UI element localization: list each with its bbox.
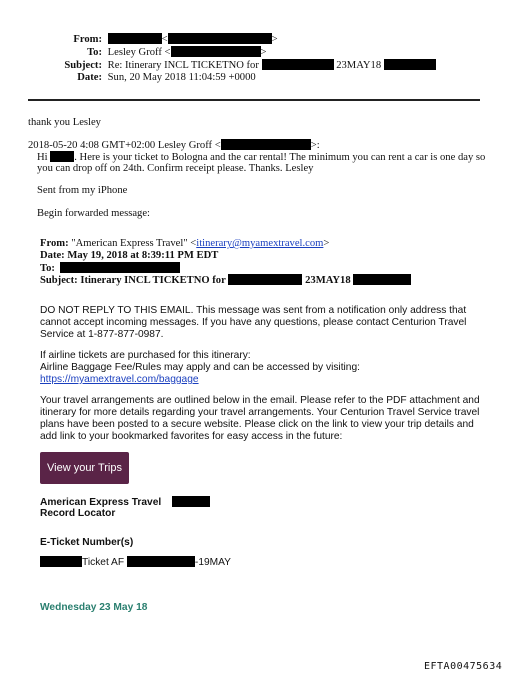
itinerary-day-heading: Wednesday 23 May 18	[40, 602, 148, 613]
header-from-label: From:	[73, 34, 102, 45]
header-subject-label: Subject:	[64, 60, 102, 71]
quote-greeting: Hi	[37, 152, 48, 163]
document-id: EFTA00475634	[424, 661, 503, 672]
fwd-subject-value: Itinerary INCL TICKETNO for	[80, 275, 226, 286]
baggage-link[interactable]: https://myamextravel.com/baggage	[40, 374, 199, 385]
notice-line-3: Service at 1-877-877-0987.	[40, 329, 164, 340]
header-subject-date: 23MAY18	[336, 60, 382, 71]
redacted-block	[60, 262, 180, 273]
fwd-from-row	[40, 238, 329, 250]
header-subject-row	[28, 59, 436, 72]
redacted-block	[384, 59, 436, 70]
ticket-label: Ticket AF	[82, 557, 125, 568]
fwd-subject-date: 23MAY18	[305, 275, 351, 286]
fwd-date-label: Date:	[40, 250, 65, 261]
redacted-block	[171, 46, 261, 57]
notice-line-1: DO NOT REPLY TO THIS EMAIL. This message was sent from a notification only address that	[40, 305, 467, 316]
fwd-subject-row	[40, 274, 411, 287]
fwd-subject-label: Subject:	[40, 275, 78, 286]
redacted-block	[353, 274, 411, 285]
header-from-bracket: <	[161, 34, 168, 45]
arrangements-line-1: Your travel arrangements are outlined below in the email. Please refer to the PDF attachment and	[40, 395, 480, 406]
fwd-date-row	[40, 250, 218, 262]
header-date-label: Date:	[77, 72, 102, 83]
record-company: American Express Travel	[40, 497, 162, 508]
header-to-value: Lesley Groff <	[107, 47, 171, 58]
begin-forwarded: Begin forwarded message:	[37, 208, 150, 219]
fwd-from-value: "American Express Travel" <	[71, 238, 197, 249]
notice-line-2: cannot accept incoming messages. If you have any questions, please contact Centurion Travel	[40, 317, 467, 328]
header-subject-value: Re: Itinerary INCL TICKETNO for	[107, 60, 259, 71]
arrangements-line-4: add link to your bookmarked favorites for easy access in the future:	[40, 431, 343, 442]
ticket-suffix: -19MAY	[194, 557, 231, 568]
fwd-to-label: To:	[40, 263, 55, 274]
header-to-label: To:	[87, 47, 102, 58]
header-to-row	[28, 46, 267, 59]
ticket-row	[40, 556, 231, 569]
redacted-block	[228, 274, 302, 285]
arrangements-line-3: plans have been posted to a secure website. Please click on the link to view your trip details and	[40, 419, 474, 430]
header-to-close: >	[260, 47, 267, 58]
redacted-block	[221, 139, 311, 150]
reply-thanks: thank you Lesley	[28, 117, 101, 128]
quote-line-1-text: . Here is your ticket to Bologna and the car rental! The minimum you can rent a car is one day so	[74, 152, 486, 163]
redacted-block	[262, 59, 334, 70]
view-trips-button[interactable]: View your Trips	[40, 452, 129, 484]
header-from-close: >	[271, 34, 278, 45]
quote-header-start: 2018-05-20 4:08 GMT+02:00 Lesley Groff <	[28, 140, 221, 151]
fwd-date-value: May 19, 2018 at 8:39:11 PM EDT	[67, 250, 219, 261]
header-from-row	[28, 33, 278, 46]
quote-header-end: >:	[310, 140, 320, 151]
sent-from-signature: Sent from my iPhone	[37, 185, 128, 196]
redacted-block	[108, 33, 162, 44]
arrangements-line-2: itinerary for more details regarding your travel arrangements. Your Centurion Travel Service travel	[40, 407, 480, 418]
redacted-block	[172, 496, 210, 507]
header-divider	[28, 99, 480, 101]
header-date-row	[28, 72, 256, 84]
baggage-line-1: If airline tickets are purchased for this itinerary:	[40, 350, 251, 361]
header-date-value: Sun, 20 May 2018 11:04:59 +0000	[107, 72, 256, 83]
redacted-block	[127, 556, 195, 567]
eticket-heading: E-Ticket Number(s)	[40, 537, 134, 548]
quote-line-2: you can drop off on 24th. Confirm receipt please. Thanks. Lesley	[37, 163, 314, 174]
redacted-block	[50, 151, 74, 162]
fwd-from-email-link[interactable]: itinerary@myamextravel.com	[196, 238, 324, 249]
baggage-line-2: Airline Baggage Fee/Rules may apply and can be accessed by visiting:	[40, 362, 360, 373]
fwd-from-label: From:	[40, 238, 69, 249]
redacted-block	[40, 556, 82, 567]
record-locator-line-2: Record Locator	[40, 508, 116, 519]
fwd-from-close: >	[323, 238, 330, 249]
redacted-block	[168, 33, 272, 44]
